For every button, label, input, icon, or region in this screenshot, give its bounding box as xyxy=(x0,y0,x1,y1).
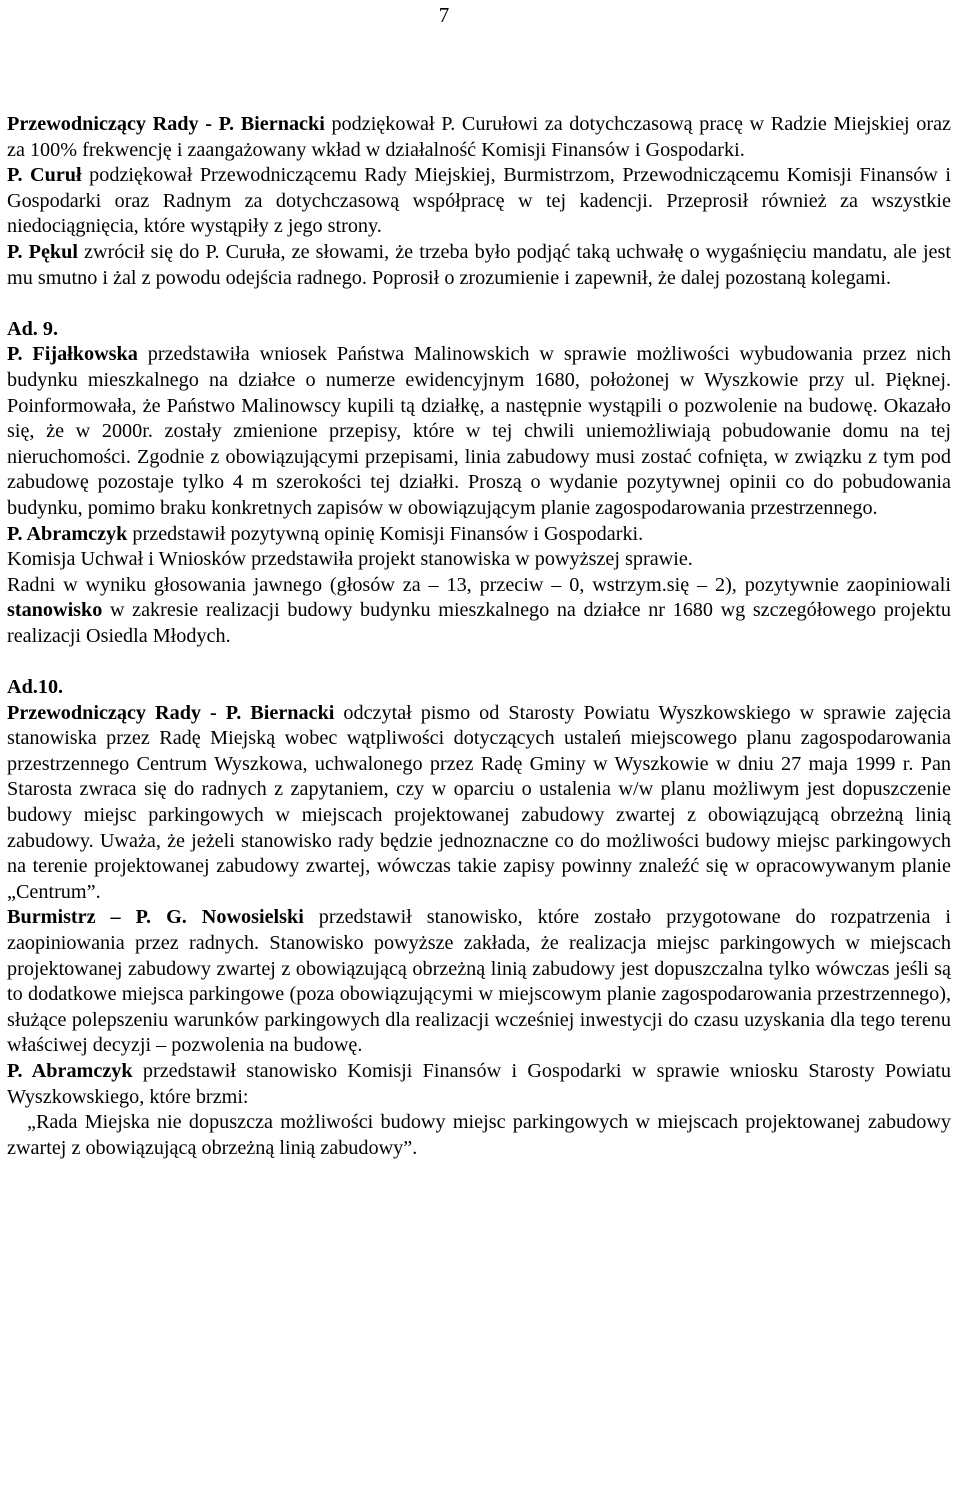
speaker-name: P. Abramczyk xyxy=(7,522,128,545)
emphasis-stanowisko: stanowisko xyxy=(7,599,103,622)
paragraph-biernacki-letter xyxy=(7,701,951,906)
speaker-name: P. Abramczyk xyxy=(7,1059,133,1082)
paragraph-fijalkowska xyxy=(7,342,951,521)
paragraph-commission-draft xyxy=(7,547,951,573)
speaker-name: Burmistrz – P. G. Nowosielski xyxy=(7,906,304,929)
page-number: 7 xyxy=(438,3,450,27)
paragraph-text: przedstawił stanowisko Komisji Finansów i Gospodarki w sprawie wniosku Starosty Powiatu Wyszkowskiego, które brzmi: xyxy=(7,1059,952,1108)
paragraph-curul-thanks xyxy=(7,163,951,240)
paragraph-vote-result xyxy=(7,573,951,650)
paragraph-text: odczytał pismo od Starosty Powiatu Wyszkowskiego w sprawie zajęcia stanowiska przez Radę Miejską wobec wątpliwości dotyczących ustaleń miejscowego planu zagospodarowania przestrzennego Centrum Wyszkowa, uchwalonego przez Radę Gminy w Wyszkowie w dniu 27 maja 1999 r. Pan Starosta zwraca się do radnych z zapytaniem, czy w oparciu o ustalenia w/w planu możliwym jest dopuszczenie budowy miejsc parkingowych w miejscach projektowanej zabudowy zwartej z obowiązującą obrzeżną linią zabudowy. Uważa, że jeżeli stanowisko rady będzie jednoznaczne co do możliwości budowy miejsc parkingowych na terenie projektowanej zabudowy zwartej, wówczas takie zapisy powinny znaleźć się w opracowywanym planie „Centrum”. xyxy=(7,701,951,903)
speaker-name: Przewodniczący Rady - P. Biernacki xyxy=(7,113,325,135)
document-body xyxy=(7,112,951,1161)
speaker-name: P. Curuł xyxy=(7,164,82,187)
paragraph-text: w zakresie realizacji budowy budynku mieszkalnego na działce nr 1680 wg szczegółowego projektu realizacji Osiedla Młodych. xyxy=(7,599,951,647)
paragraph-text: przedstawiła wniosek Państwa Malinowskich w sprawie możliwości wybudowania przez nich budynku mieszkalnego na działce o numerze ewidencyjnym 1680, położonej w Wyszkowie przy ul. Pięknej. Poinformowała, że Państwo Malinowscy kupili tą działkę, a następnie wystąpili o pozwolenie na budowę. Okazało się, że w 2000r. zostały zmienione przepisy, które w tej chwili uniemożliwiają pobudowanie domu na tej nieruchomości. Zgodnie z obowiązującymi przepisami, linia zabudowy musi zostać cofnięta, w związku z tym pod zabudowę pozostaje tylko 4 m szerokości tej działki. Proszą o wydanie pozytywnej opinii co do pobudowania budynku, pomimo braku konkretnych zapisów w obowiązującym planie zagospodarowania przestrzennego. xyxy=(7,343,951,519)
paragraph-text: przedstawił stanowisko, które zostało przygotowane do rozpatrzenia i zaopiniowania przez radnych. Stanowisko powyższe zakłada, że realizacja miejsc parkingowych w miejscach projektowanej zabudowy zwartej z obowiązującą obrzeżną linią zabudowy jest dopuszczalna tylko wówczas jeśli są to dodatkowe miejsca parkingowe (poza obowiązującymi w miejscowym planie zagospodarowania przestrzennego), służące polepszeniu warunków parkingowych dla realizacji wcześniej inwestycji do czasu uzyskania dla tego terenu właściwej decyzji – pozwolenia na budowę. xyxy=(7,906,951,1057)
paragraph-abramczyk-position xyxy=(7,1059,951,1110)
paragraph-text: przedstawił pozytywną opinię Komisji Finansów i Gospodarki. xyxy=(127,522,644,545)
paragraph-text: zwrócił się do P. Curuła, ze słowami, że trzeba było podjąć taką uchwałę o wygaśnięciu mandatu, ale jest mu smutno i żal z powodu odejścia radnego. Poprosił o zrozumienie i zapewnił, że dalej pozostaną kolegami. xyxy=(7,240,951,289)
paragraph-abramczyk-opinion xyxy=(7,522,951,548)
paragraph-biernacki-thanks xyxy=(7,112,951,163)
paragraph-nowosielski xyxy=(7,905,951,1059)
paragraph-text: podziękował P. Curułowi za dotychczasową pracę w Radzie Miejskiej oraz za 100% frekwencję i zaangażowany wkład w działalność Komisji Finansów i Gospodarki. xyxy=(7,113,951,161)
paragraph-text: Radni w wyniku głosowania jawnego (głosów za – 13, przeciw – 0, wstrzym.się – 2), pozytywnie zaopiniowali xyxy=(7,573,951,596)
section-heading-ad-9: Ad. 9. xyxy=(7,317,59,340)
section-heading-ad-10: Ad.10. xyxy=(7,676,64,699)
speaker-name: Przewodniczący Rady - P. Biernacki xyxy=(7,701,335,724)
speaker-name: P. Pękul xyxy=(7,240,78,263)
paragraph-pekul xyxy=(7,240,951,291)
speaker-name: P. Fijałkowska xyxy=(7,343,138,366)
paragraph-text: podziękował Przewodniczącemu Rady Miejskiej, Burmistrzom, Przewodniczącemu Komisji Finansów i Gospodarki oraz Radnym za dotychczasową współpracę w tej kadencji. Przeprosił również za wszystkie niedociągnięcia, które wystąpiły z jego strony. xyxy=(7,164,951,238)
paragraph-text: Komisja Uchwał i Wniosków przedstawiła projekt stanowiska w powyższej sprawie. xyxy=(7,548,693,571)
quoted-position: „Rada Miejska nie dopuszcza możliwości budowy miejsc parkingowych w miejscach projektowanej zabudowy zwartej z obowiązującą obrzeżną linią zabudowy”. xyxy=(7,1111,951,1159)
